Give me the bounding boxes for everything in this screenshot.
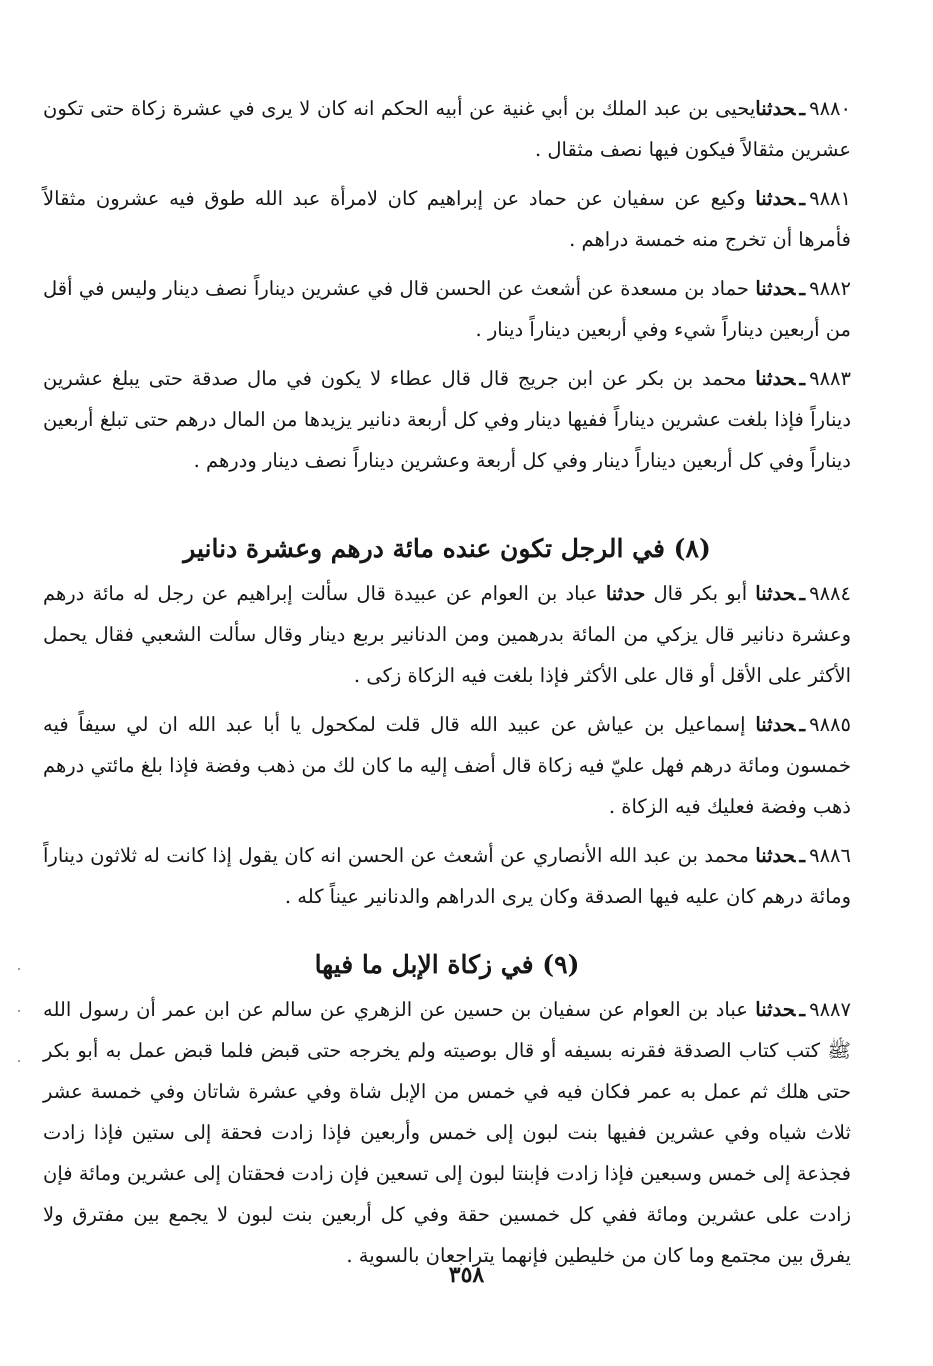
hadith-text: عباد بن العوام عن عبيدة قال سألت إبراهيم عن رجل له مائة درهم وعشرة دنانير قال يزكي من المائة بدرهمين ومن الدنانير بربع دينار وقال سألت الشعبي فقال يحمل الأكثر على الأقل أو قال على الأكثر فإذا بلغت فيه الزكاة زكى . xyxy=(43,582,851,687)
hadith-9887 xyxy=(43,989,851,1276)
hadith-prefix: أبو بكر قال xyxy=(645,582,748,605)
hadith-text: إسماعيل بن عياش عن عبيد الله قال قلت لمكحول يا أبا عبد الله ان لي سيفاً فيه خمسون ومائة درهم فهل عليّ فيه زكاة قال أضف إليه ما كان لك من ذهب وفضة فإذا بلغ مائتي درهم ذهب وفضة فعليك فيه الزكاة . xyxy=(43,713,851,818)
hadith-dash: ـ xyxy=(799,187,806,210)
scan-speck xyxy=(18,1010,20,1012)
hadith-number: ٩٨٨٣ xyxy=(809,367,851,390)
hadith-dash: ـ xyxy=(799,998,806,1021)
hadith-text: وكيع عن سفيان عن حماد عن إبراهيم كان لامرأة عبد الله طوق فيه عشرون مثقالاً فأمرها أن تخرج منه خمسة دراهم . xyxy=(43,187,851,251)
hadith-keyword: حدثنا xyxy=(755,844,796,867)
hadith-9883 xyxy=(43,358,851,481)
hadith-number: ٩٨٨٧ xyxy=(809,998,851,1021)
hadith-dash: ـ xyxy=(799,277,806,300)
hadith-keyword: حدثنا xyxy=(755,582,796,605)
hadith-9880 xyxy=(43,88,851,170)
hadith-9886 xyxy=(43,835,851,917)
chapter-heading-9: (٩) في زكاة الإبل ما فيها xyxy=(314,950,580,979)
hadith-keyword: حدثنا xyxy=(755,367,796,390)
hadith-dash: ـ xyxy=(799,844,806,867)
hadith-number: ٩٨٨٢ xyxy=(809,277,852,300)
hadith-number: ٩٨٨٤ xyxy=(809,582,851,605)
hadith-keyword: حدثنا xyxy=(755,97,796,120)
hadith-text: محمد بن عبد الله الأنصاري عن أشعث عن الحسن انه كان يقول إذا كانت له ثلاثون ديناراً ومائة درهم كان عليه فيها الصدقة وكان يرى الدراهم والدنانير عيناً كله . xyxy=(43,844,851,908)
hadith-text: حماد بن مسعدة عن أشعث عن الحسن قال في عشرين ديناراً نصف دينار وليس في أقل من أربعين ديناراً شيء وفي أربعين ديناراً دينار . xyxy=(43,277,851,341)
hadith-dash: ـ xyxy=(799,367,806,390)
page-number: ٣٥٨ xyxy=(448,1262,485,1288)
hadith-number: ٩٨٨١ xyxy=(809,187,851,210)
hadith-number: ٩٨٨٠ xyxy=(809,97,851,120)
hadith-keyword: حدثنا xyxy=(755,713,796,736)
hadith-number: ٩٨٨٦ xyxy=(809,844,851,867)
hadith-keyword: حدثنا xyxy=(755,998,796,1021)
hadith-9885 xyxy=(43,704,851,827)
hadith-9881 xyxy=(43,178,851,260)
hadith-keyword: حدثنا xyxy=(755,277,796,300)
hadith-keyword-second: حدثنا xyxy=(605,582,646,605)
text-column xyxy=(43,88,851,1276)
scan-speck xyxy=(18,1060,20,1062)
hadith-dash: ـ xyxy=(799,582,806,605)
hadith-9884 xyxy=(43,573,851,696)
hadith-number: ٩٨٨٥ xyxy=(809,713,852,736)
chapter-heading-8: (٨) في الرجل تكون عنده مائة درهم وعشرة دنانير xyxy=(183,534,711,563)
scan-speck xyxy=(18,968,20,970)
hadith-text: محمد بن بكر عن ابن جريج قال قال عطاء لا يكون في مال صدقة حتى يبلغ عشرين ديناراً فإذا بلغت عشرين ديناراً ففيها دينار وفي كل أربعة دنانير يزيدها من المال درهم حتى تبلغ أربعين ديناراً وفي كل أربعين ديناراً دينار وفي كل أربعة وعشرين ديناراً نصف دينار ودرهم . xyxy=(43,367,851,472)
hadith-text: يحيى بن عبد الملك بن أبي غنية عن أبيه الحكم انه كان لا يرى في عشرة زكاة حتى تكون عشرين مثقالاً فيكون فيها نصف مثقال . xyxy=(43,97,851,161)
hadith-text: عباد بن العوام عن سفيان بن حسين عن الزهري عن سالم عن ابن عمر أن رسول الله ﷺ كتب كتاب الصدقة فقرنه بسيفه أو قال بوصيته ولم يخرجه حتى قبض فلما قبض عمل به أبو بكر حتى هلك ثم عمل به عمر فكان فيه في خمس من الإبل شاة وفي عشرة شاتان وفي خمسة عشر ثلاث شياه وفي عشرين ففيها بنت لبون إلى خمس وأربعين فإذا زادت فحقة إلى ستين فإذا زادت فجذعة إلى خمس وسبعين فإذا زادت فإبنتا لبون إلى تسعين فإن زادت فحقتان إلى عشرين ومائة فإن زادت على عشرين ومائة ففي كل خمسين حقة وفي كل أربعين بنت لبون لا يجمع بين مفترق ولا يفرق بين مجتمع وما كان من خليطين فإنهما يتراجعان بالسوية . xyxy=(43,998,851,1267)
hadith-dash: ـ xyxy=(799,713,806,736)
hadith-keyword: حدثنا xyxy=(755,187,796,210)
hadith-9882 xyxy=(43,268,851,350)
hadith-dash: ـ xyxy=(799,97,806,120)
